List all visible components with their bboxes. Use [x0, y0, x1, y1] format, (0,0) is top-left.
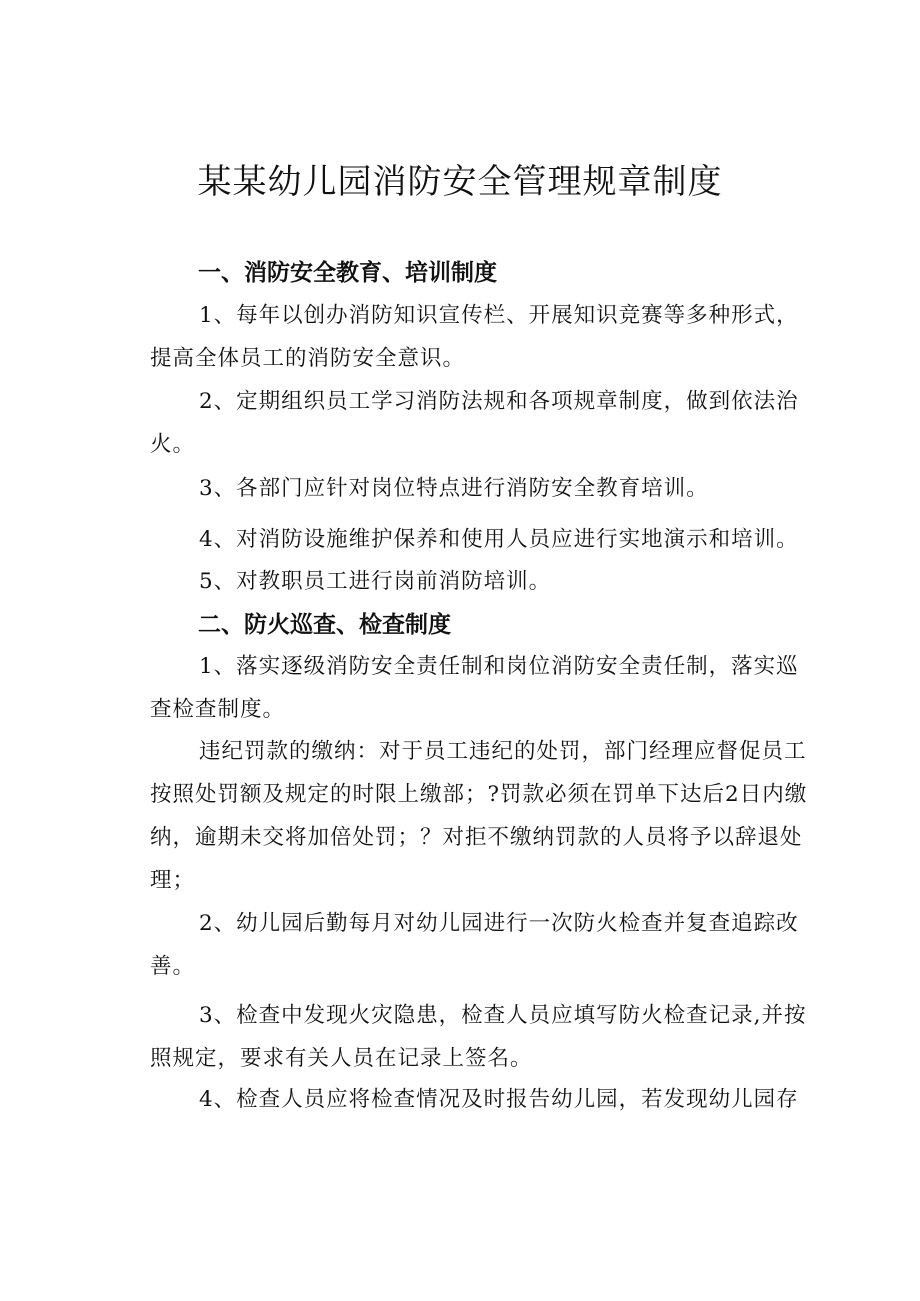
- section-2-item-1: 1、落实逐级消防安全责任制和岗位消防安全责任制，落实巡查检查制度。: [150, 654, 799, 722]
- section-1-item-5: 5、对教职员工进行岗前消防培训。: [199, 569, 552, 594]
- section-2-heading: 二、防火巡查、检查制度: [198, 612, 451, 638]
- section-1-item-3: 3、各部门应针对岗位特点进行消防安全教育培训。: [199, 476, 709, 501]
- section-2-item-2: 2、幼儿园后勤每月对幼儿园进行一次防火检查并复查追踪改善。: [150, 911, 799, 979]
- document-title: 某某幼儿园消防安全管理规章制度: [197, 162, 723, 202]
- section-1-item-4: 4、对消防设施维护保养和使用人员应进行实地演示和培训。: [199, 527, 799, 552]
- section-1-heading: 一、消防安全教育、培训制度: [198, 260, 497, 286]
- section-1-item-1: 1、每年以创办消防知识宣传栏、开展知识竞赛等多种形式，提高全体员工的消防安全意识。: [150, 303, 799, 371]
- section-2-penalty-note: 违纪罚款的缴纳：对于员工违纪的处罚，部门经理应督促员工按照处罚额及规定的时限上缴部；?罚款必须在罚单下达后2日内缴纳，逾期未交将加倍处罚；？对拒不缴纳罚款的人员将予以辞退处理；: [150, 739, 808, 893]
- section-1-item-2: 2、定期组织员工学习消防法规和各项规章制度，做到依法治火。: [150, 389, 799, 457]
- section-2-item-4: 4、检查人员应将检查情况及时报告幼儿园，若发现幼儿园存: [199, 1087, 799, 1112]
- section-2-item-3: 3、检查中发现火灾隐患，检查人员应填写防火检查记录,并按照规定，要求有关人员在记录上签名。: [150, 1003, 807, 1071]
